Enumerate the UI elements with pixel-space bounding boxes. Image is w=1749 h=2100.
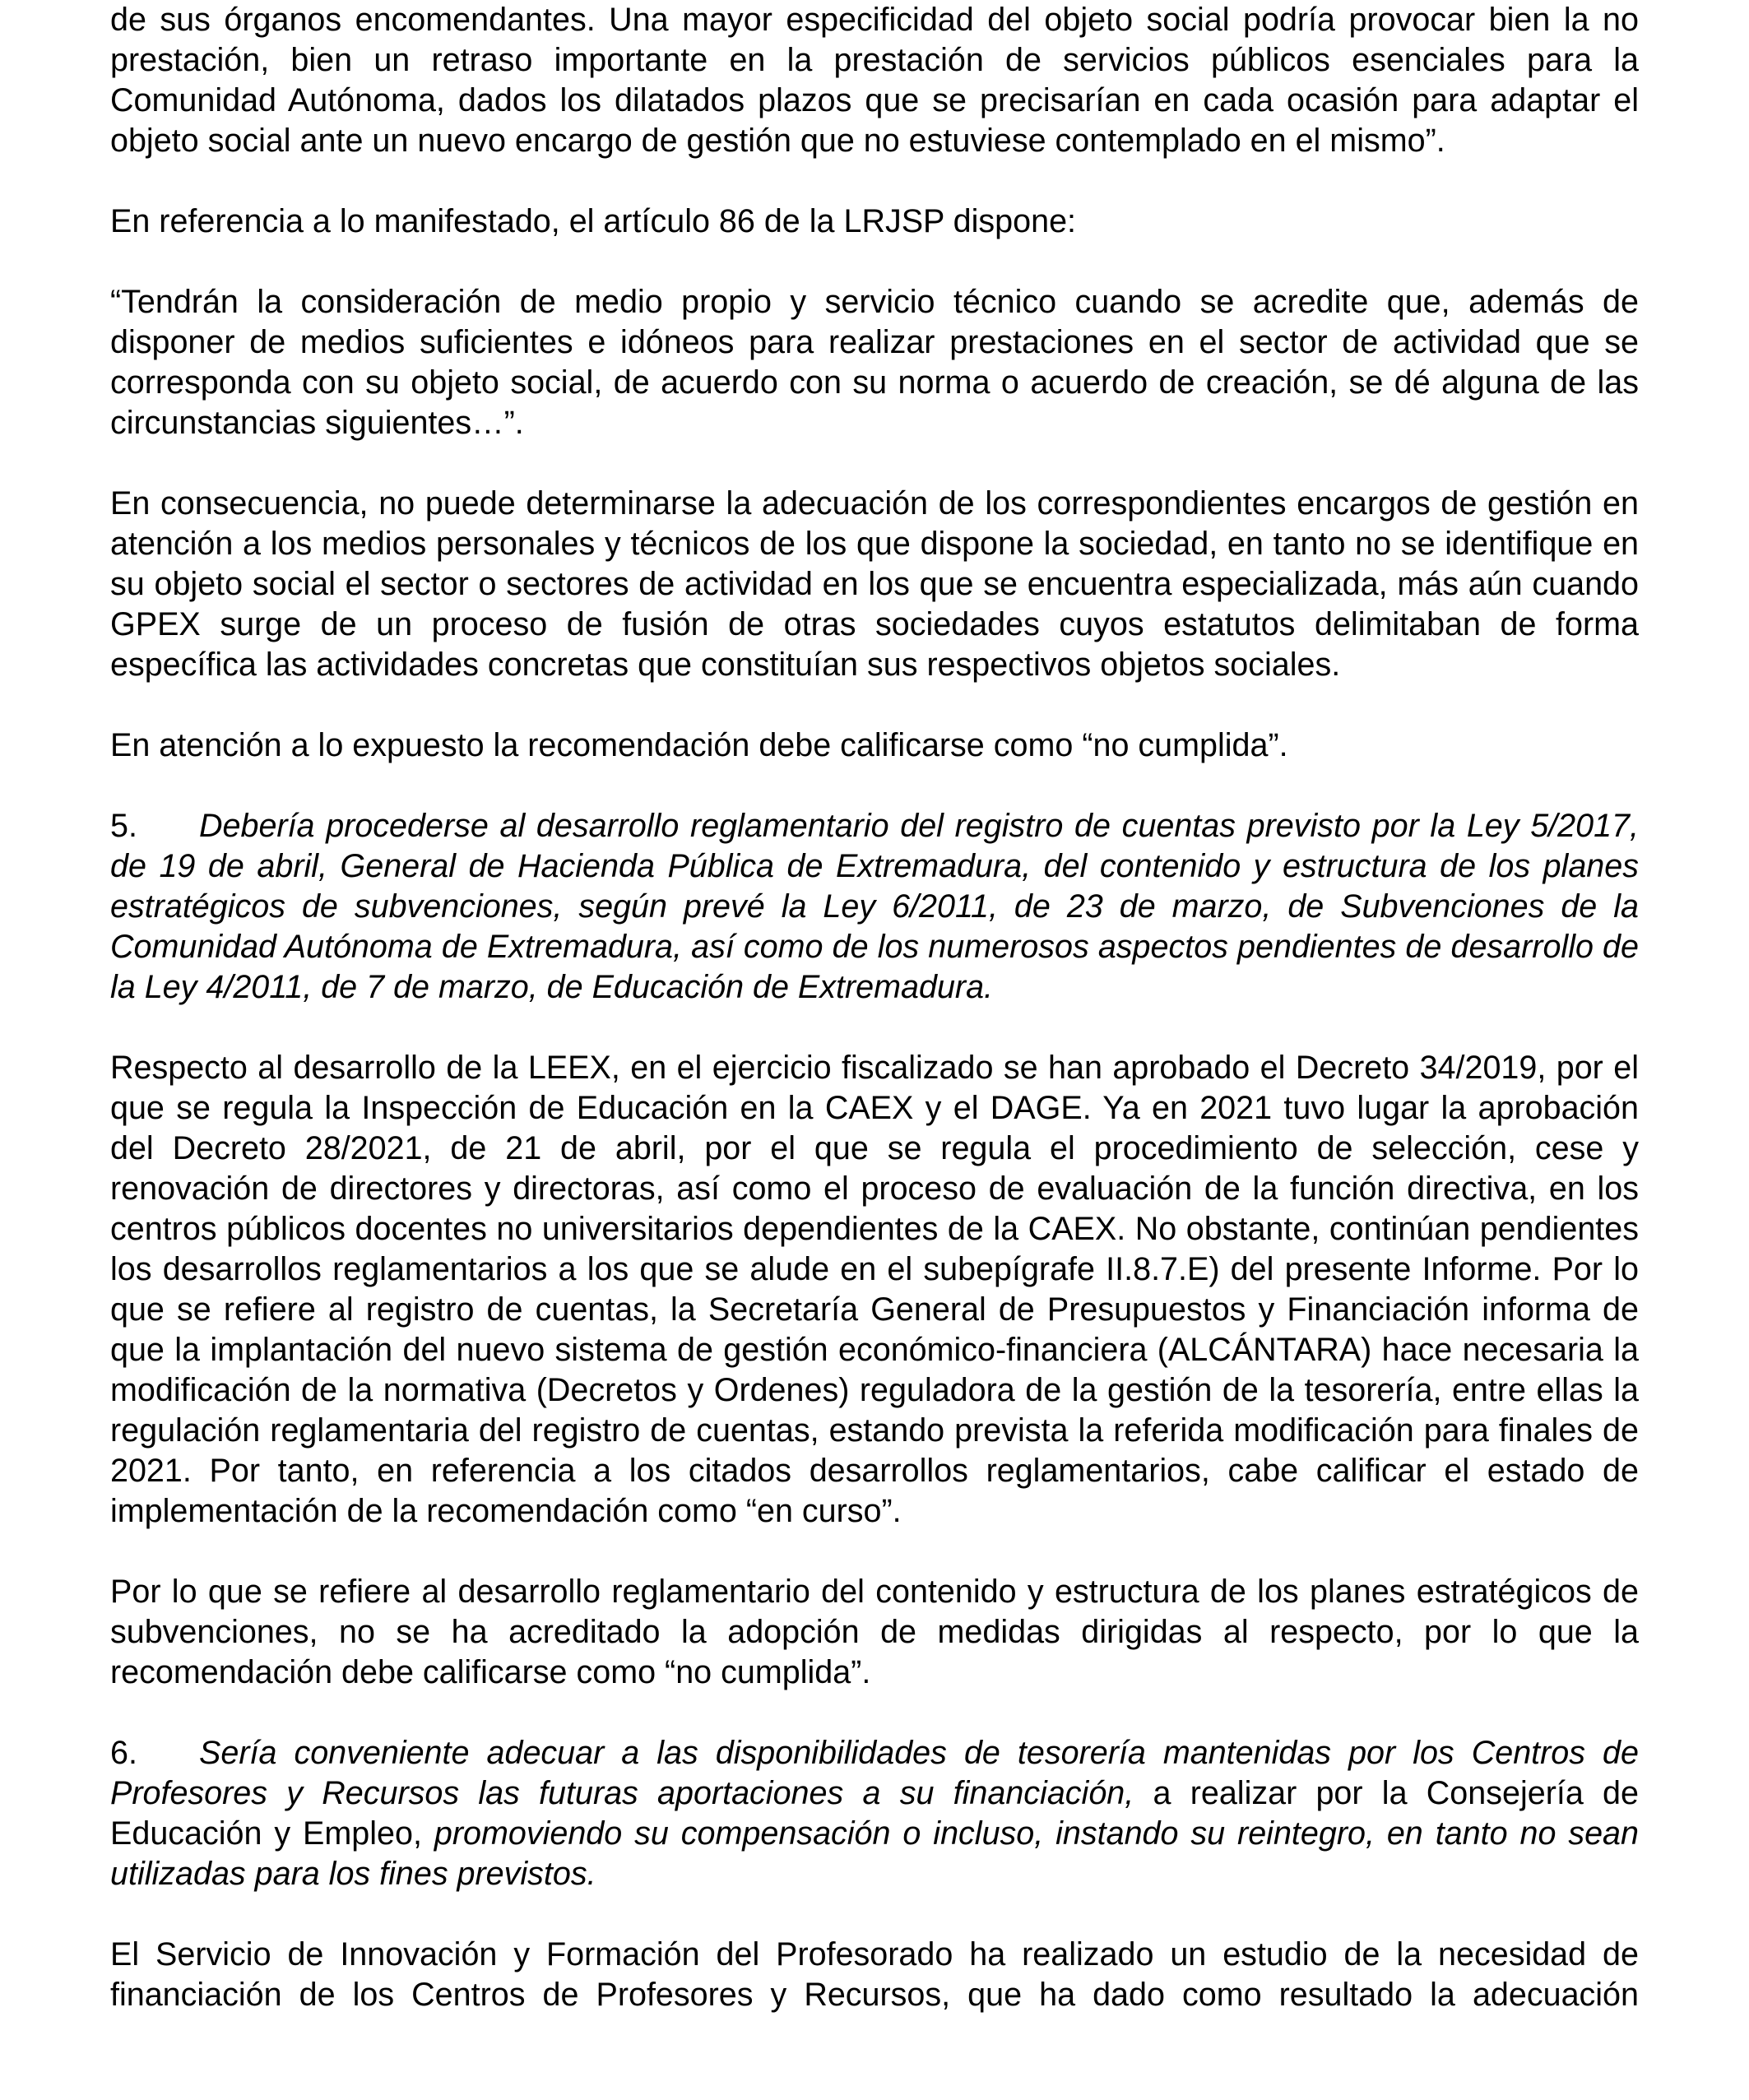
recommendation-6-number: 6. (110, 1735, 137, 1771)
recommendation-5-text: Debería procederse al desarrollo reglamentario del registro de cuentas previsto por la Ley 5/2017, de 19 de abril, General de Hacienda Pública de Extremadura, del contenido y estructura de los planes estratégicos de subvenciones, según prevé la Ley 6/2011, de 23 de marzo, de Subvenciones de la Comunidad Autónoma de Extremadura, así como de los numerosos aspectos pendientes de desarrollo de la Ley 4/2011, de 7 de marzo, de Educación de Extremadura. (110, 808, 1639, 1005)
paragraph-subsidy-plans: Por lo que se refiere al desarrollo reglamentario del contenido y estructura de los planes estratégicos de subvenciones, no se ha acreditado la adopción de medidas dirigidas al respecto, por lo que la recomendación debe calificarse como “no cumplida”. (110, 1574, 1639, 1690)
recommendation-6-text-italic-a: Sería conveniente adecuar a las disponibilidades de tesorería mantenidas por los Centros de Profesores y Recursos las futuras aportaciones a su financiación, (110, 1735, 1639, 1811)
paragraph-lrjsp-reference: En referencia a lo manifestado, el artículo 86 de la LRJSP dispone: (110, 203, 1077, 239)
paragraph-not-fulfilled-conclusion: En atención a lo expuesto la recomendación debe calificarse como “no cumplida”. (110, 727, 1288, 763)
recommendation-5-number: 5. (110, 808, 137, 844)
document-page (110, 0, 1639, 2015)
recommendation-6 (110, 1733, 1639, 1894)
recommendation-6-text-italic-c: promoviendo su compensación o incluso, instando su reintegro, en tanto no sean utilizadas para los fines previstos. (110, 1815, 1639, 1892)
recommendation-6-text-plain: a realizar por la Consejería de Educación y Empleo, (110, 1775, 1639, 1852)
paragraph-leex-development: Respecto al desarrollo de la LEEX, en el ejercicio fiscalizado se han aprobado el Decreto 34/2019, por el que se regula la Inspección de Educación en la CAEX y el DAGE. Ya en 2021 tuvo lugar la aprobación del Decreto 28/2021, de 21 de abril, por el que se regula el procedimiento de selección, cese y renovación de directores y directoras, así como el proceso de evaluación de la función directiva, en los centros públicos docentes no universitarios dependientes de la CAEX. No obstante, continúan pendientes los desarrollos reglamentarios a los que se alude en el subepígrafe II.8.7.E) del presente Informe. Por lo que se refiere al registro de cuentas, la Secretaría General de Presupuestos y Financiación informa de que la implantación del nuevo sistema de gestión económico-financiera (ALCÁNTARA) hace necesaria la modificación de la normativa (Decretos y Ordenes) reguladora de la gestión de la tesorería, entre ellas la regulación reglamentaria del registro de cuentas, estando prevista la referida modificación para finales de 2021. Por tanto, en referencia a los citados desarrollos reglamentarios, cabe calificar el estado de implementación de la recomendación como “en curso”. (110, 1050, 1639, 1529)
paragraph-consequence: En consecuencia, no puede determinarse la adecuación de los correspondientes encargos de gestión en atención a los medios personales y técnicos de los que dispone la sociedad, en tanto no se identifique en su objeto social el sector o sectores de actividad en los que se encuentra especializada, más aún cuando GPEX surge de un proceso de fusión de otras sociedades cuyos estatutos delimitaban de forma específica las actividades concretas que constituían sus respectivos objetos sociales. (110, 485, 1639, 683)
paragraph-lrjsp-quote: “Tendrán la consideración de medio propio y servicio técnico cuando se acredite que, además de disponer de medios suficientes e idóneos para realizar prestaciones en el sector de actividad que se corresponda con su objeto social, de acuerdo con su norma o acuerdo de creación, se dé alguna de las circunstancias siguientes…”. (110, 284, 1639, 441)
recommendation-5 (110, 806, 1639, 1008)
paragraph-gpex-allegation-end: de sus órganos encomendantes. Una mayor especificidad del objeto social podría provocar bien la no prestación, bien un retraso importante en la prestación de servicios públicos esenciales para la Comunidad Autónoma, dados los dilatados plazos que se precisarían en cada ocasión para adaptar el objeto social ante un nuevo encargo de gestión que no estuviese contemplado en el mismo”. (110, 2, 1639, 159)
paragraph-innovation-service: El Servicio de Innovación y Formación del Profesorado ha realizado un estudio de la necesidad de financiación de los Centros de Profesores y Recursos, que ha dado como resultado la adecuación (110, 1936, 1639, 2013)
